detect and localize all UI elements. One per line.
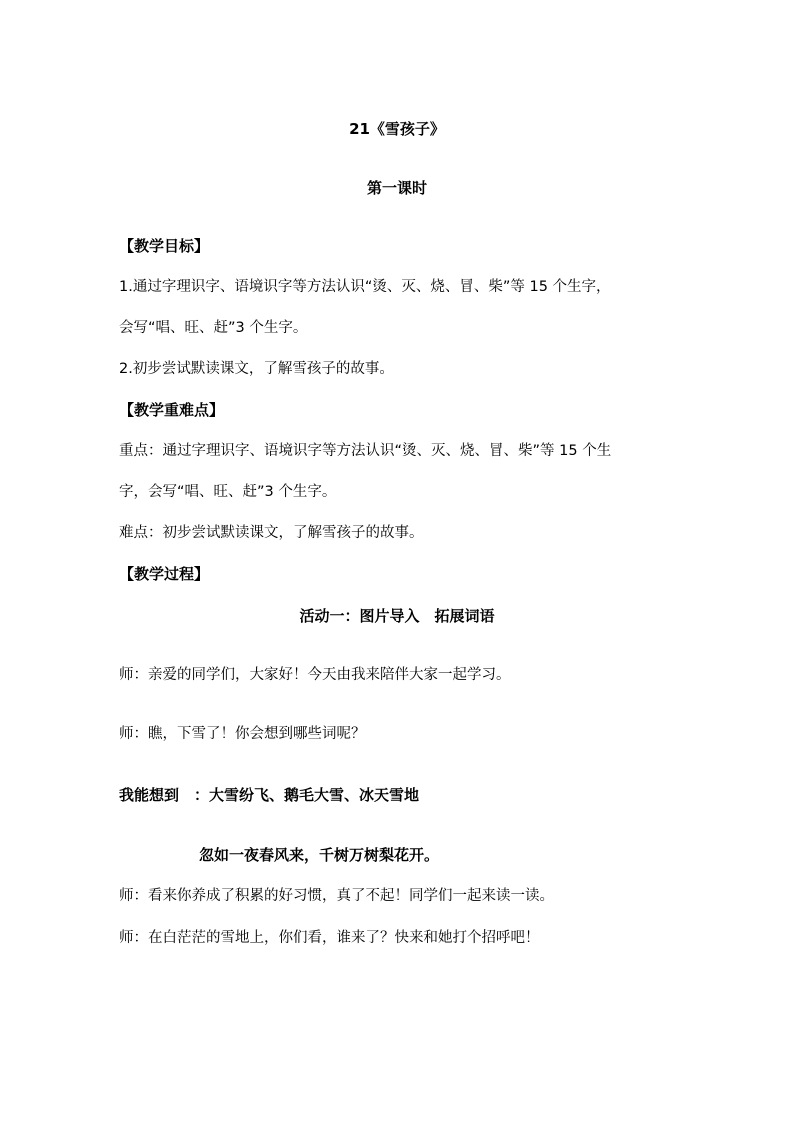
activity-heading: 活动一：图片导入 拓展词语	[299, 607, 495, 625]
keypoint-line-1: 重点：通过字理识字、语境识字等方法认识“烫、灭、烧、冒、柴”等 15 个生	[119, 443, 612, 459]
teacher-line-4: 师：在白茫茫的雪地上，你们看，谁来了？快来和她打个招呼吧！	[119, 930, 540, 946]
goal-1-line-1: 1.通过字理识字、语境识字等方法认识“烫、灭、烧、冒、柴”等 15 个生字，	[119, 279, 611, 295]
difficult-point: 难点：初步尝试默读课文，了解雪孩子的故事。	[119, 525, 424, 541]
section-heading-keypoints: 【教学重难点】	[119, 401, 225, 419]
keypoint-line-2: 字，会写“唱、旺、赶”3 个生字。	[119, 484, 337, 500]
teacher-line-2: 师：瞧，下雪了！你会想到哪些词呢？	[119, 726, 366, 742]
lesson-subtitle: 第一课时	[366, 179, 427, 197]
student-words: 我能想到 ：大雪纷飞、鹅毛大雪、冰天雪地	[119, 786, 420, 804]
goal-2: 2.初步尝试默读课文，了解雪孩子的故事。	[119, 361, 394, 377]
teacher-line-1: 师：亲爱的同学们，大家好！今天由我来陪伴大家一起学习。	[119, 667, 511, 683]
lesson-title: 21《雪孩子》	[349, 120, 445, 138]
poem-line: 忽如一夜春风来，千树万树梨花开。	[199, 846, 440, 864]
goal-1-line-2: 会写“唱、旺、赶”3 个生字。	[119, 320, 308, 336]
section-heading-process: 【教学过程】	[119, 565, 210, 583]
teacher-line-3: 师：看来你养成了积累的好习惯，真了不起！同学们一起来读一读。	[119, 888, 554, 904]
section-heading-goals: 【教学目标】	[119, 237, 210, 255]
